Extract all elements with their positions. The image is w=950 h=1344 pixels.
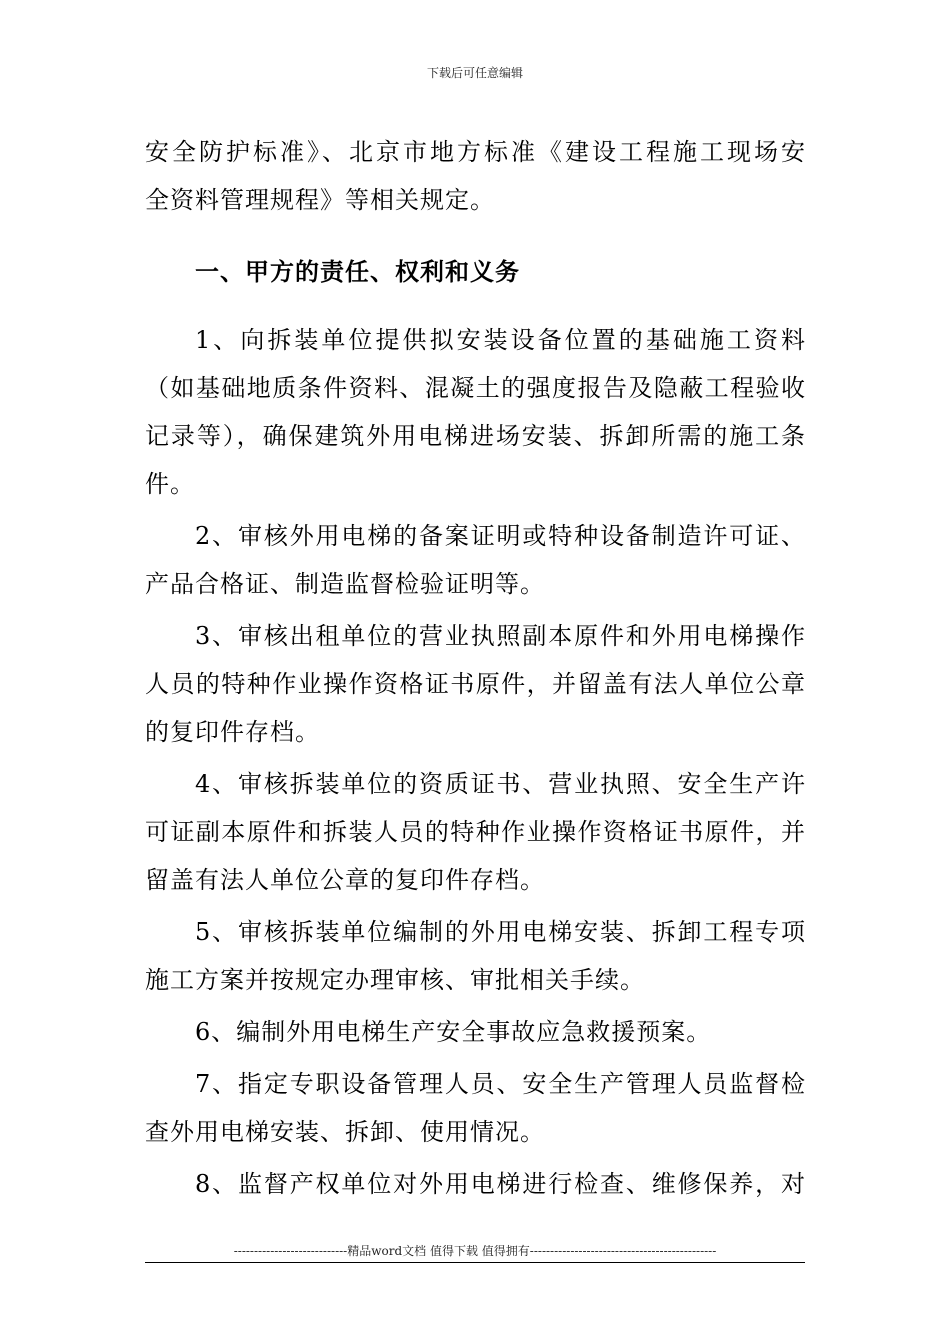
paragraph-line: 1、向拆装单位提供拟安装设备位置的基础施工资料 xyxy=(195,326,805,354)
paragraph-line: 4、审核拆装单位的资质证书、营业执照、安全生产许 xyxy=(195,770,805,798)
body-line: 安全防护标准》、北京市地方标准《建设工程施工现场安 xyxy=(145,138,805,166)
paragraph-line: 人员的特种作业操作资格证书原件，并留盖有法人单位公章 xyxy=(145,670,805,698)
paragraph-line: 查外用电梯安装、拆卸、使用情况。 xyxy=(145,1118,545,1146)
paragraph-line: 可证副本原件和拆装人员的特种作业操作资格证书原件，并 xyxy=(145,818,805,846)
paragraph-line: 施工方案并按规定办理审核、审批相关手续。 xyxy=(145,966,645,994)
paragraph-line: 留盖有法人单位公章的复印件存档。 xyxy=(145,866,545,894)
paragraph-line: 2、审核外用电梯的备案证明或特种设备制造许可证、 xyxy=(195,522,805,550)
paragraph-line: 记录等），确保建筑外用电梯进场安装、拆卸所需的施工条 xyxy=(145,422,805,450)
document-body xyxy=(145,128,805,1208)
footer-rule xyxy=(145,1262,805,1263)
section-heading: 一、甲方的责任、权利和义务 xyxy=(195,258,520,286)
paragraph-line: 6、编制外用电梯生产安全事故应急救援预案。 xyxy=(195,1018,712,1046)
paragraph-line: 的复印件存档。 xyxy=(145,718,320,746)
paragraph-line: （如基础地质条件资料、混凝土的强度报告及隐蔽工程验收 xyxy=(145,374,805,402)
page-footer: ----------------------------精品word文档 值得下载 值得拥有---------------------------------------------- xyxy=(233,1244,717,1258)
paragraph-line: 7、指定专职设备管理人员、安全生产管理人员监督检 xyxy=(195,1070,805,1098)
paragraph-line: 3、审核出租单位的营业执照副本原件和外用电梯操作 xyxy=(195,622,805,650)
paragraph-line: 件。 xyxy=(145,470,195,498)
paragraph-line: 产品合格证、制造监督检验证明等。 xyxy=(145,570,545,598)
body-line: 全资料管理规程》等相关规定。 xyxy=(145,186,495,214)
paragraph-line: 8、监督产权单位对外用电梯进行检查、维修保养，对 xyxy=(195,1170,805,1198)
paragraph-line: 5、审核拆装单位编制的外用电梯安装、拆卸工程专项 xyxy=(195,918,805,946)
page-header: 下载后可任意编辑 xyxy=(426,66,523,80)
